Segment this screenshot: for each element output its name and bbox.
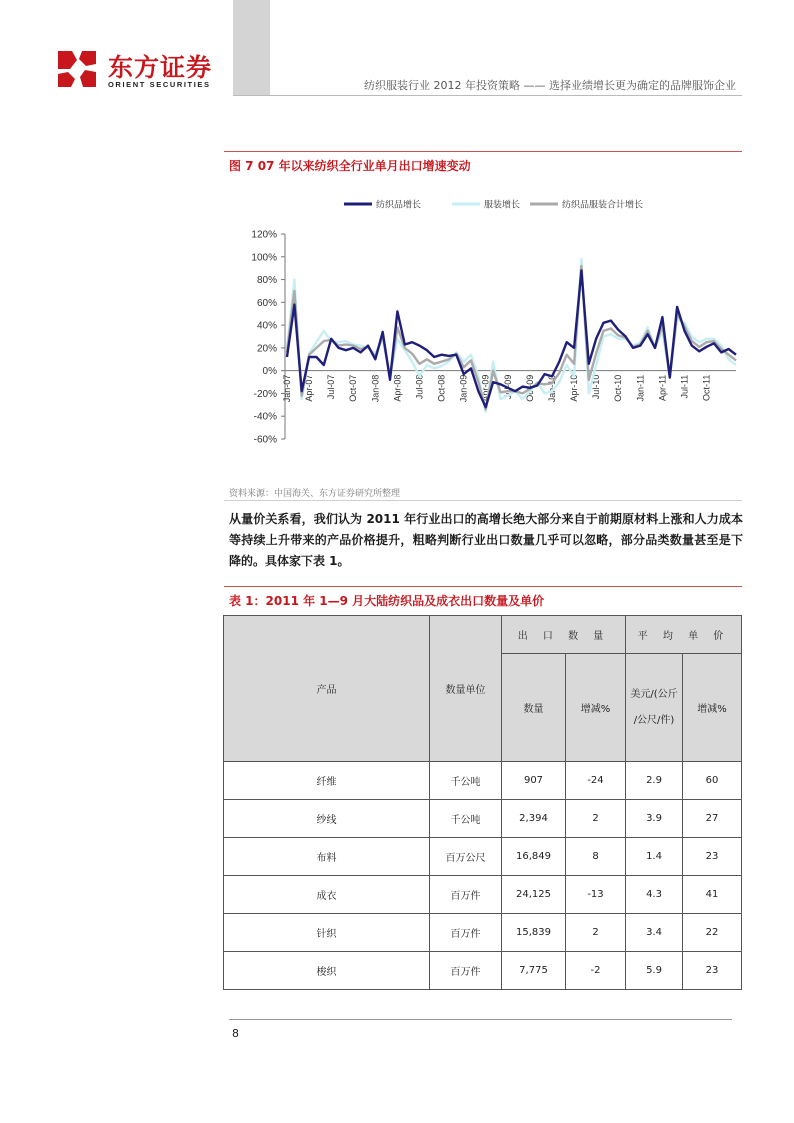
cell-price-change: 22	[683, 914, 742, 952]
cell-unit: 百万件	[430, 876, 502, 914]
cell-price: 5.9	[626, 952, 683, 990]
col-header-product: 产品	[224, 616, 430, 762]
cell-product: 布料	[224, 838, 430, 876]
y-tick-label: 20%	[256, 343, 277, 355]
y-tick-label: 0%	[262, 366, 277, 378]
cell-price-change: 23	[683, 838, 742, 876]
cell-unit: 百万件	[430, 914, 502, 952]
cell-product: 纱线	[224, 800, 430, 838]
col-header-price-change: 增减%	[683, 654, 742, 762]
cell-qty: 907	[502, 762, 566, 800]
footer-divider	[229, 1019, 732, 1020]
x-tick-label: Jan-11	[635, 374, 646, 402]
cell-unit: 百万件	[430, 952, 502, 990]
x-tick-label: Oct-07	[348, 374, 359, 402]
cell-price: 4.3	[626, 876, 683, 914]
x-tick-label: Apr-10	[569, 374, 580, 402]
table-row	[224, 914, 742, 952]
cell-qty: 2,394	[502, 800, 566, 838]
x-tick-label: Oct-08	[436, 374, 447, 402]
x-tick-label: Apr-09	[480, 374, 491, 402]
body-paragraph: 从量价关系看，我们认为 2011 年行业出口的高增长绝大部分来自于前期原材料上涨和人力成本等持续上升带来的产品价格提升，粗略判断行业出口数量几乎可以忽略，部分品类数量甚至是下降的。具体家下表 1。	[229, 512, 743, 568]
cell-product: 梭织	[224, 952, 430, 990]
col-header-unit: 数量单位	[430, 616, 502, 762]
y-tick-label: -60%	[253, 434, 277, 446]
y-tick-label: -40%	[253, 411, 277, 423]
cell-qty-change: 2	[566, 800, 626, 838]
logo-english-text: ORIENT SECURITIES	[108, 80, 211, 89]
company-logo	[52, 44, 222, 94]
y-tick-label: 80%	[256, 275, 277, 287]
x-tick-label: Oct-11	[701, 374, 712, 402]
legend-label: 纺织品服装合计增长	[562, 200, 644, 211]
page-number: 8	[232, 1027, 239, 1040]
x-tick-label: Apr-11	[657, 374, 668, 402]
cell-qty-change: 8	[566, 838, 626, 876]
cell-qty: 16,849	[502, 838, 566, 876]
header-divider	[233, 95, 742, 96]
x-tick-label: Jan-10	[546, 374, 557, 403]
y-tick-label: 40%	[256, 320, 277, 332]
x-tick-label: Apr-07	[304, 374, 315, 402]
cell-product: 纤维	[224, 762, 430, 800]
x-tick-label: Jan-08	[370, 374, 381, 403]
y-tick-label: 100%	[251, 252, 277, 264]
price-unit-line-1: 美元/(公斤	[630, 688, 678, 700]
col-header-qty-change: 增减%	[566, 654, 626, 762]
legend-label: 纺织品增长	[376, 200, 422, 211]
x-tick-label: Jan-07	[282, 374, 292, 403]
cell-product: 成衣	[224, 876, 430, 914]
x-tick-label: Jan-09	[458, 374, 469, 403]
export-table	[223, 615, 742, 990]
orient-logo-icon	[52, 46, 102, 92]
table-row	[224, 952, 742, 990]
cell-price: 1.4	[626, 838, 683, 876]
table-row	[224, 800, 742, 838]
cell-price: 3.9	[626, 800, 683, 838]
cell-product: 针织	[224, 914, 430, 952]
x-tick-label: Jul-11	[679, 374, 690, 399]
table-row	[224, 762, 742, 800]
export-growth-line-chart	[224, 190, 742, 478]
y-tick-label: -20%	[253, 388, 277, 400]
y-tick-label: 60%	[256, 297, 277, 309]
cell-unit: 千公吨	[430, 762, 502, 800]
table-row	[224, 838, 742, 876]
cell-price-change: 27	[683, 800, 742, 838]
logo-chinese-text: 东方证券	[108, 53, 213, 82]
figure-title: 图 7 07 年以来纺织全行业单月出口增速变动	[229, 159, 471, 173]
price-unit-line-2: /公尺/件)	[633, 714, 675, 726]
table-title: 表 1：2011 年 1—9 月大陆纺织品及成衣出口数量及单价	[229, 594, 545, 608]
figure-source: 资料来源：中国海关、东方证券研究所整理	[229, 489, 401, 499]
x-tick-label: Jul-09	[502, 374, 513, 400]
figure-bottom-rule	[224, 500, 742, 501]
x-tick-label: Oct-09	[524, 374, 535, 402]
x-tick-label: Jul-08	[414, 374, 425, 400]
cell-qty-change: -2	[566, 952, 626, 990]
x-tick-label: Jul-07	[326, 374, 337, 400]
table-top-rule	[224, 586, 742, 587]
cell-price-change: 23	[683, 952, 742, 990]
cell-unit: 千公吨	[430, 800, 502, 838]
report-title: 纺织服装行业 2012 年投资策略 —— 选择业绩增长更为确定的品牌服饰企业	[364, 79, 736, 92]
x-tick-label: Jul-10	[591, 374, 602, 400]
header-grey-tab	[233, 0, 270, 95]
table-row	[224, 876, 742, 914]
cell-qty: 7,775	[502, 952, 566, 990]
cell-price-change: 41	[683, 876, 742, 914]
cell-price: 3.4	[626, 914, 683, 952]
x-tick-label: Oct-10	[613, 374, 624, 402]
cell-unit: 百万公尺	[430, 838, 502, 876]
col-header-export-qty: 出 口 数 量	[502, 616, 626, 654]
y-tick-label: 120%	[251, 229, 277, 241]
cell-price: 2.9	[626, 762, 683, 800]
x-tick-label: Apr-08	[392, 374, 403, 402]
cell-qty: 24,125	[502, 876, 566, 914]
cell-qty-change: 2	[566, 914, 626, 952]
cell-price-change: 60	[683, 762, 742, 800]
cell-qty-change: -24	[566, 762, 626, 800]
cell-qty-change: -13	[566, 876, 626, 914]
col-header-qty: 数量	[502, 654, 566, 762]
col-header-price-unit	[626, 654, 683, 762]
col-header-avg-price: 平 均 单 价	[626, 616, 742, 654]
figure-top-rule	[224, 151, 742, 152]
cell-qty: 15,839	[502, 914, 566, 952]
legend-label: 服装增长	[484, 200, 521, 211]
